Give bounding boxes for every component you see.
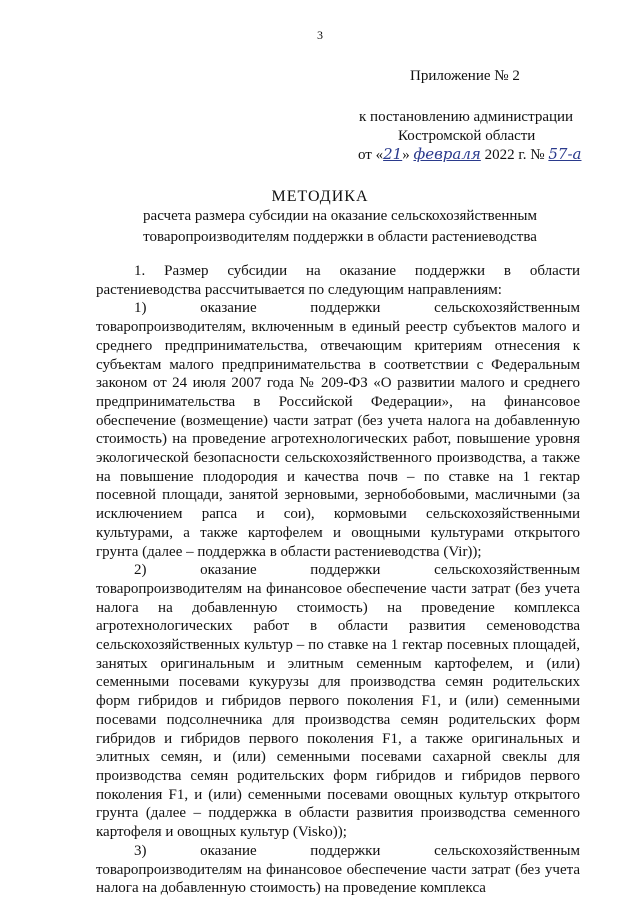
page-number: 3 [317, 28, 323, 42]
date-mid: » [402, 147, 410, 163]
paragraph-item-2: 2) оказание поддержки сельскохозяйственным товаропроизводителям на финансовое обеспечение части затрат (без учета налога на добавленную стоимость) на проведение комплекса агротехнологических работ в области развития семеноводства сельскохозяйственных культур – по ставке на 1 гектар посевных площадей, занятых оригинальным и элитным семенным картофелем, и (или) семенными посевами кукурузы для производства семян родительских форм гибридов и гибридов первого поколения F1, и (или) семенными посевами подсолнечника для производства семян родительских форм гибридов и гибридов первого поколения F1, а также оригинальных и элитных семян, и (или) семенными посевами сахарной свеклы для производства семян родительских форм гибридов и гибридов первого поколения F1, и (или) семенными посевами овощных культур открытого грунта (далее – поддержка в области развития производства семенного картофеля и овощных культур (Visko)); [96, 562, 580, 841]
appendix-date-line [358, 145, 581, 164]
date-prefix: от « [358, 147, 384, 163]
document-body [96, 262, 580, 898]
paragraph-item-1: 1) оказание поддержки сельскохозяйственным товаропроизводителям, включенным в единый реестр субъектов малого и среднего предпринимательства, отвечающим критериям отнесения к субъектам малого предпринимательства в соответствии с Федеральным законом от 24 июля 2007 года № 209-ФЗ «О развитии малого и среднего предпринимательства в Российской Федерации», на финансовое обеспечение (возмещение) части затрат (без учета налога на добавленную стоимость) на проведение агротехнологических работ, повышение уровня экологической безопасности сельскохозяйственного производства, а также на повышение плодородия и качества почв – по ставке на 1 гектар посевной площади, занятой зерновыми, зернобобовыми, масличными (за исключением рапса и сои), кормовыми сельскохозяйственными культурами, а также картофелем и овощными культурами открытого грунта (далее – поддержка в области растениеводства (Vir)); [96, 300, 580, 560]
document-number-handwritten: 57-а [548, 145, 582, 163]
document-subtitle-line2: товаропроизводителям поддержки в области растениеводства [143, 229, 537, 245]
paragraph-1: 1. Размер субсидии на оказание поддержки в области растениеводства рассчитывается по следующим направлениям: [96, 263, 580, 298]
appendix-region-line: Костромской области [398, 128, 536, 144]
document-subtitle-line1: расчета размера субсидии на оказание сельскохозяйственным [143, 208, 537, 224]
date-year: 2022 г. № [480, 147, 549, 163]
date-day-handwritten: 21 [383, 145, 403, 163]
paragraph-item-3: 3) оказание поддержки сельскохозяйственным товаропроизводителям на финансовое обеспечение части затрат (без учета налога на добавленную стоимость) на проведение комплекса [96, 842, 580, 897]
document-title: МЕТОДИКА [271, 188, 369, 205]
date-month-handwritten: февраля [413, 145, 481, 163]
appendix-title: Приложение № 2 [410, 68, 520, 84]
appendix-resolution-line: к постановлению администрации [359, 109, 574, 125]
